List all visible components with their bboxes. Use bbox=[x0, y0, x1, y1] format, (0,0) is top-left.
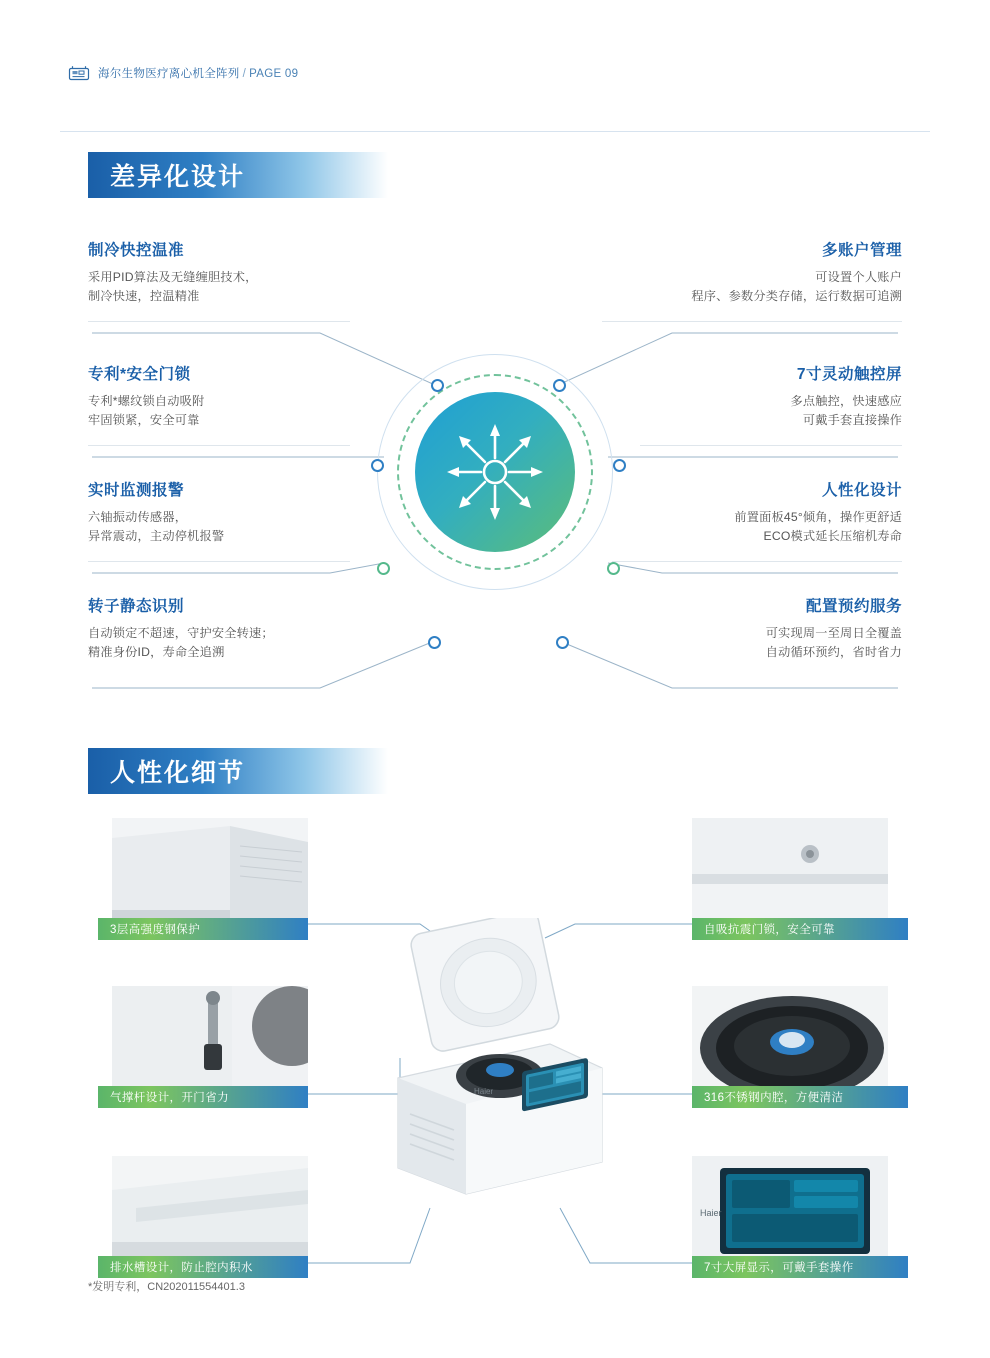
photo-touch-display bbox=[692, 1156, 888, 1264]
feature-divider bbox=[640, 445, 902, 446]
feature-title: 制冷快控温准 bbox=[88, 242, 185, 259]
feature-cooling bbox=[88, 238, 350, 306]
photo-drain-groove bbox=[112, 1156, 308, 1264]
feature-line: 制冷快速，控温精准 bbox=[88, 289, 200, 303]
feature-title: 多账户管理 bbox=[821, 242, 902, 259]
hub-node-3 bbox=[371, 459, 384, 472]
centrifuge-product-illustration bbox=[370, 918, 620, 1218]
expand-arrows-icon bbox=[415, 392, 575, 552]
hub-node-1 bbox=[431, 379, 444, 392]
feature-line: 异常震动，主动停机报警 bbox=[88, 529, 225, 543]
feature-divider bbox=[602, 321, 902, 322]
photo-gas-strut bbox=[112, 986, 308, 1094]
photo-door-lock bbox=[692, 818, 888, 926]
feature-line: 自动循环预约，省时省力 bbox=[765, 645, 902, 659]
feature-line: 精准身份ID，寿命全追溯 bbox=[88, 645, 225, 659]
hub-node-8 bbox=[556, 636, 569, 649]
hub-node-5 bbox=[377, 562, 390, 575]
section-title-text: 人性化细节 bbox=[110, 759, 246, 787]
feature-line: 专利*螺纹锁自动吸附 bbox=[88, 394, 205, 408]
feature-line: 前置面板45°倾角，操作更舒适 bbox=[734, 510, 902, 524]
feature-divider bbox=[88, 321, 350, 322]
caption-gas-strut bbox=[98, 1086, 308, 1108]
hub-node-4 bbox=[613, 459, 626, 472]
header-brand-line: 海尔生物医疗离心机全阵列 bbox=[98, 68, 240, 80]
section-title-humanized-details bbox=[88, 748, 388, 794]
feature-safety-lock bbox=[88, 362, 350, 430]
feature-line: 可实现周一至周日全覆盖 bbox=[765, 626, 902, 640]
feature-diagram bbox=[0, 228, 990, 728]
feature-title: 7寸灵动触控屏 bbox=[796, 366, 902, 383]
feature-divider bbox=[88, 445, 350, 446]
feature-title: 专利*安全门锁 bbox=[88, 366, 191, 383]
header-separator: / bbox=[242, 68, 247, 80]
caption-door-lock bbox=[692, 918, 908, 940]
header-breadcrumb bbox=[98, 65, 298, 81]
caption-text: 自吸抗震门锁，安全可靠 bbox=[704, 924, 835, 936]
feature-multi-account bbox=[602, 238, 902, 306]
section-title-differentiated-design bbox=[88, 152, 388, 198]
feature-line: 可戴手套直接操作 bbox=[802, 413, 902, 427]
hub-node-2 bbox=[553, 379, 566, 392]
feature-title: 实时监测报警 bbox=[88, 482, 185, 499]
feature-line: 采用PID算法及无缝缠胆技术， bbox=[88, 270, 258, 284]
feature-line: ECO模式延长压缩机寿命 bbox=[763, 529, 902, 543]
feature-line: 多点触控，快速感应 bbox=[790, 394, 902, 408]
caption-text: 316不锈钢内腔，方便清洁 bbox=[704, 1092, 844, 1104]
feature-line: 程序、参数分类存储，运行数据可追溯 bbox=[691, 289, 902, 303]
feature-touchscreen bbox=[640, 362, 902, 430]
feature-divider bbox=[88, 561, 350, 562]
caption-stainless-chamber bbox=[692, 1086, 908, 1108]
page-header bbox=[60, 58, 930, 88]
header-divider bbox=[60, 131, 930, 132]
center-hub-graphic bbox=[377, 354, 613, 590]
feature-title: 人性化设计 bbox=[821, 482, 902, 499]
caption-text: 3层高强度钢保护 bbox=[110, 924, 201, 936]
hub-node-7 bbox=[428, 636, 441, 649]
feature-ergonomic-design bbox=[612, 478, 902, 546]
caption-touch-display bbox=[692, 1256, 908, 1278]
feature-divider bbox=[612, 561, 902, 562]
caption-text: 7寸大屏显示，可戴手套操作 bbox=[704, 1262, 854, 1274]
section-title-text: 差异化设计 bbox=[110, 163, 246, 191]
svg-text:Haier: Haier bbox=[700, 1208, 722, 1218]
photo-gallery bbox=[0, 808, 990, 1308]
feature-realtime-alarm bbox=[88, 478, 350, 546]
caption-steel-protection bbox=[98, 918, 308, 940]
caption-text: 排水槽设计，防止腔内积水 bbox=[110, 1262, 253, 1274]
photo-steel-protection bbox=[112, 818, 308, 926]
header-page-label: PAGE 09 bbox=[249, 68, 299, 80]
hub-node-6 bbox=[607, 562, 620, 575]
feature-line: 可设置个人账户 bbox=[815, 270, 902, 284]
photo-stainless-chamber bbox=[692, 986, 888, 1094]
feature-scheduled-service bbox=[640, 594, 902, 662]
caption-drain-groove bbox=[98, 1256, 308, 1278]
feature-line: 牢固锁紧，安全可靠 bbox=[88, 413, 200, 427]
feature-title: 配置预约服务 bbox=[805, 598, 902, 615]
feature-rotor-id bbox=[88, 594, 378, 662]
svg-text:Haier: Haier bbox=[474, 1087, 494, 1096]
centrifuge-icon bbox=[68, 64, 90, 82]
feature-line: 自动锁定不超速，守护安全转速； bbox=[88, 626, 274, 640]
feature-title: 转子静态识别 bbox=[88, 598, 185, 615]
caption-text: 气撑杆设计，开门省力 bbox=[110, 1092, 229, 1104]
feature-line: 六轴振动传感器， bbox=[88, 510, 188, 524]
footnote-patent: *发明专利，CN202011554401.3 bbox=[88, 1281, 245, 1293]
